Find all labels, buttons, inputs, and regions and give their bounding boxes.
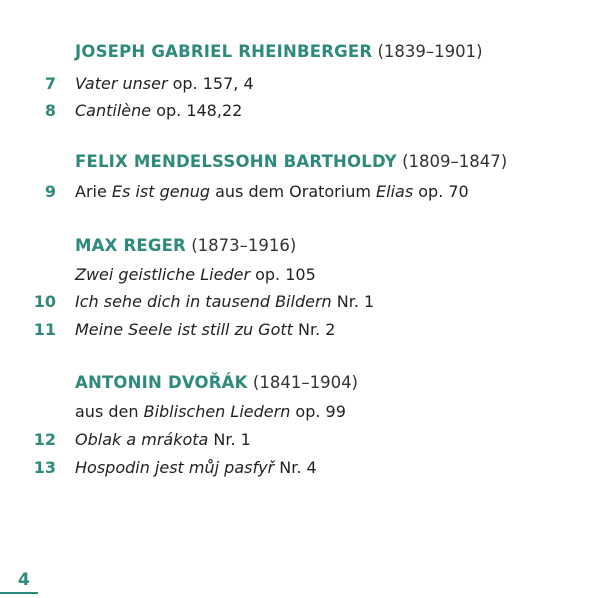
track-title-middle: aus dem Oratorium bbox=[210, 182, 377, 201]
track-title-italic: Ich sehe dich in tausend Bildern bbox=[75, 292, 332, 311]
composer-dates: (1839–1901) bbox=[377, 42, 483, 61]
composer-heading-rheinberger bbox=[75, 42, 483, 61]
page-number-underline bbox=[0, 592, 38, 594]
track-title-suffix: Nr. 4 bbox=[274, 458, 317, 477]
composer-name: FELIX MENDELSSOHN BARTHOLDY bbox=[75, 152, 397, 171]
track-title-prefix: Arie bbox=[75, 182, 112, 201]
track-title bbox=[75, 101, 242, 120]
composer-dates: (1873–1916) bbox=[191, 236, 297, 255]
track-title bbox=[75, 320, 335, 339]
composer-name: JOSEPH GABRIEL RHEINBERGER bbox=[75, 42, 373, 61]
composer-name: ANTONIN DVOŘÁK bbox=[75, 373, 248, 392]
track-title-suffix: Nr. 2 bbox=[292, 320, 336, 339]
track-title-italic-2: Elias bbox=[376, 182, 414, 201]
track-number: 8 bbox=[44, 101, 56, 120]
track-title-suffix: op. 70 bbox=[413, 182, 469, 201]
track-12 bbox=[0, 430, 600, 454]
composer-heading-reger bbox=[75, 236, 296, 255]
track-title-italic: Hospodin jest můj pasfyř bbox=[75, 458, 275, 477]
track-title-suffix: Nr. 1 bbox=[208, 430, 251, 449]
track-number: 10 bbox=[33, 292, 56, 311]
subtitle-prefix: aus den bbox=[75, 402, 144, 421]
composer-heading-dvorak bbox=[75, 373, 358, 392]
track-number: 9 bbox=[44, 182, 56, 201]
composer-heading-mendelssohn bbox=[75, 152, 507, 171]
work-subtitle bbox=[75, 265, 316, 284]
track-title-italic: Cantilène bbox=[75, 101, 152, 120]
track-number: 11 bbox=[33, 320, 56, 339]
track-title-italic: Es ist genug bbox=[111, 182, 211, 201]
composer-name: MAX REGER bbox=[75, 236, 186, 255]
track-title bbox=[75, 458, 317, 477]
work-subtitle bbox=[75, 402, 346, 421]
track-title-suffix: Nr. 1 bbox=[331, 292, 375, 311]
track-number: 7 bbox=[44, 74, 56, 93]
track-7 bbox=[0, 74, 600, 98]
subtitle-italic: Biblischen Liedern bbox=[143, 402, 291, 421]
track-title-italic: Vater unser bbox=[75, 74, 168, 93]
track-title bbox=[75, 430, 251, 449]
track-title bbox=[75, 292, 374, 311]
track-title-italic: Oblak a mrákota bbox=[75, 430, 209, 449]
track-title bbox=[75, 74, 254, 93]
track-title-italic: Meine Seele ist still zu Gott bbox=[75, 320, 293, 339]
track-number: 13 bbox=[33, 458, 56, 477]
track-11 bbox=[0, 320, 600, 344]
track-10 bbox=[0, 292, 600, 316]
composer-dates: (1809–1847) bbox=[402, 152, 508, 171]
track-8 bbox=[0, 101, 600, 125]
track-title-suffix: op. 157, 4 bbox=[167, 74, 254, 93]
track-title bbox=[75, 182, 469, 201]
track-title-suffix: op. 148,22 bbox=[151, 101, 243, 120]
track-13 bbox=[0, 458, 600, 482]
page-number: 4 bbox=[18, 570, 30, 590]
subtitle-suffix: op. 105 bbox=[250, 265, 316, 284]
composer-dates: (1841–1904) bbox=[252, 373, 358, 392]
track-9 bbox=[0, 182, 600, 206]
subtitle-suffix: op. 99 bbox=[290, 402, 346, 421]
track-number: 12 bbox=[33, 430, 56, 449]
subtitle-italic: Zwei geistliche Lieder bbox=[75, 265, 251, 284]
